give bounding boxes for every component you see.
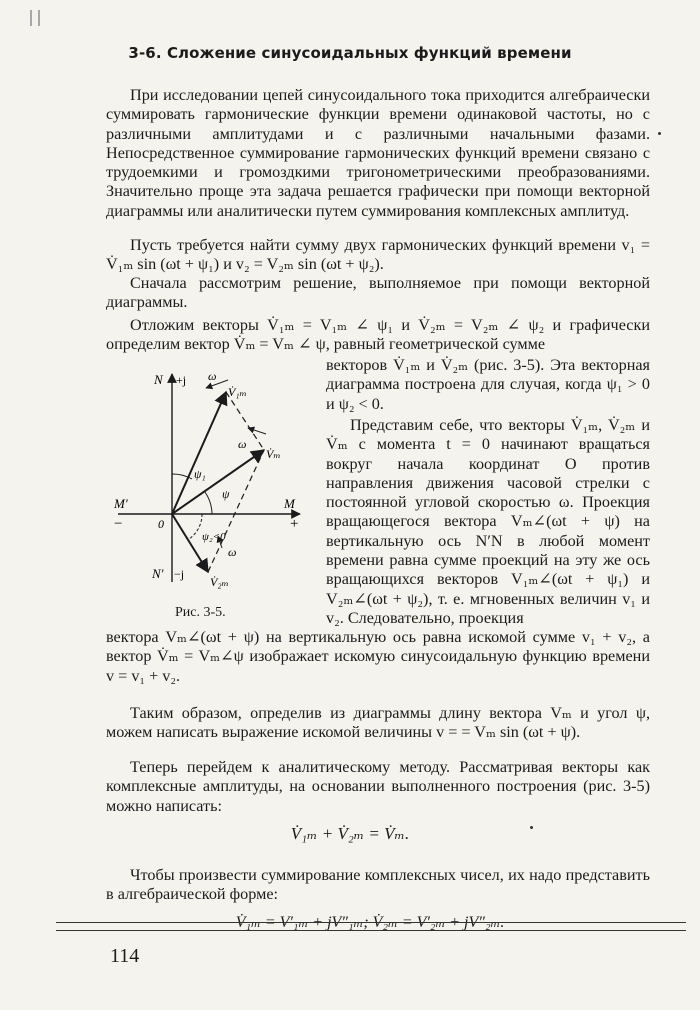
label-plus: + xyxy=(290,516,299,532)
paragraph-intro: При исследовании цепей синусоидального тока приходится алгебраически суммировать гармонические функции времени одинаковой частоты, но с различными амплитудами и с различными начальными фазами. Непосредственное суммирование гармонических функций времени связано с трудоемкими и громоздкими тригонометрическими преобразованиями. Значительно проще эта задача решается графически при помощи векторной диаграммы или аналитически путем суммирования комплексных амплитуд. xyxy=(106,86,650,220)
scan-mark xyxy=(30,10,40,26)
rotation-arrow-vm xyxy=(248,428,266,434)
label-omega-1: ω xyxy=(208,369,217,383)
paragraph-task: Пусть требуется найти сумму двух гармонических функций времени v₁ = V̇₁ₘ sin (ωt + ψ₁) и v₂ = V₂ₘ sin (ωt + ψ₂). xyxy=(106,236,650,274)
page-number: 114 xyxy=(110,945,140,967)
formula-algebraic: V̇₁ₘ = V′₁ₘ + jV″₁ₘ; V̇₂ₘ = V′₂ₘ + jV″₂ₘ. xyxy=(235,914,505,931)
angle-arc-psi2 xyxy=(189,514,202,539)
label-psi2: ψ₂<0 xyxy=(202,531,226,543)
cut-line-top xyxy=(56,922,686,923)
label-omega-3: ω xyxy=(228,545,237,559)
label-omega-2: ω xyxy=(238,437,247,451)
paragraph-diagram-intro: Сначала рассмотрим решение, выполняемое при помощи векторной диаграммы. xyxy=(106,274,650,312)
speck xyxy=(658,132,661,135)
label-psi: ψ xyxy=(222,487,230,501)
label-origin: 0 xyxy=(158,517,164,531)
label-psi1: ψ₁ xyxy=(194,467,206,481)
label-plus-j: +j xyxy=(176,373,187,387)
label-M-prime: M′ xyxy=(114,496,128,511)
label-minus-j: −j xyxy=(174,567,185,581)
paragraph-vectors-continued: векторов V̇₁ₘ и V̇₂ₘ (рис. 3-5). Эта векторная диаграмма построена для случая, когда ψ₁ > 0 и ψ₂ < 0. xyxy=(326,356,650,413)
paragraph-algebraic: Чтобы произвести суммирование комплексных чисел, их надо представить в алгебраической форме: xyxy=(106,866,650,904)
paragraph-analytic: Теперь перейдем к аналитическому методу. Рассматривая векторы как комплексные амплитуды, на основании выполненного построения (рис. 3-5) можно написать: xyxy=(106,758,650,815)
figure-caption: Рис. 3-5. xyxy=(175,605,226,620)
label-Vm: V̇ₘ xyxy=(266,447,281,461)
label-minus: − xyxy=(114,516,123,532)
label-M: M xyxy=(284,496,295,511)
vector-v2m xyxy=(172,514,208,572)
paragraph-rotation: Представим себе, что векторы V̇₁ₘ, V̇₂ₘ и V̇ₘ с момента t = 0 начинают вращаться вокруг начала координат O против направления движения часовой стрелки с постоянной угловой скоростью ω. Проекция вращающегося вектора Vₘ∠(ωt + ψ) на вертикальную ось N′N в любой момент времени равна сумме проекций на эту же ось вращающихся векторов V₁ₘ∠(ωt + ψ₁) и V₂ₘ∠(ωt + ψ₂), т. е. мгновенных величин v₁ и v₂. Следовательно, проекция xyxy=(326,416,650,627)
label-N: N xyxy=(154,372,163,387)
label-V1m: V̇₁ₘ xyxy=(228,385,247,399)
paragraph-vectors: Отложим векторы V̇₁ₘ = V₁ₘ ∠ ψ₁ и V̇₂ₘ = V₂ₘ ∠ ψ₂ и графически определим вектор V̇ₘ = Vₘ ∠ ψ, равный геометрической сумме xyxy=(106,316,650,354)
paragraph-projection: вектора Vₘ∠(ωt + ψ) на вертикальную ось равна искомой сумме v₁ + v₂, а вектор V̇ₘ = Vₘ∠ψ изображает искомую синусоидальную функцию времени v = v₁ + v₂. xyxy=(106,628,650,685)
angle-arc-psi xyxy=(205,492,212,514)
label-V2m: V̇₂ₘ xyxy=(210,575,229,589)
speck xyxy=(530,826,533,829)
label-N-prime: N′ xyxy=(152,566,164,581)
paragraph-conclusion: Таким образом, определив из диаграммы длину вектора Vₘ и угол ψ, можем написать выражение искомой величины v = = Vₘ sin (ωt + ψ). xyxy=(106,704,650,742)
section-heading: 3-6. Сложение синусоидальных функций времени xyxy=(128,44,572,62)
vector-diagram xyxy=(110,368,320,598)
cut-line-bottom xyxy=(56,930,686,931)
formula-sum: V̇₁ₘ + V̇₂ₘ = V̇ₘ. xyxy=(290,824,410,843)
